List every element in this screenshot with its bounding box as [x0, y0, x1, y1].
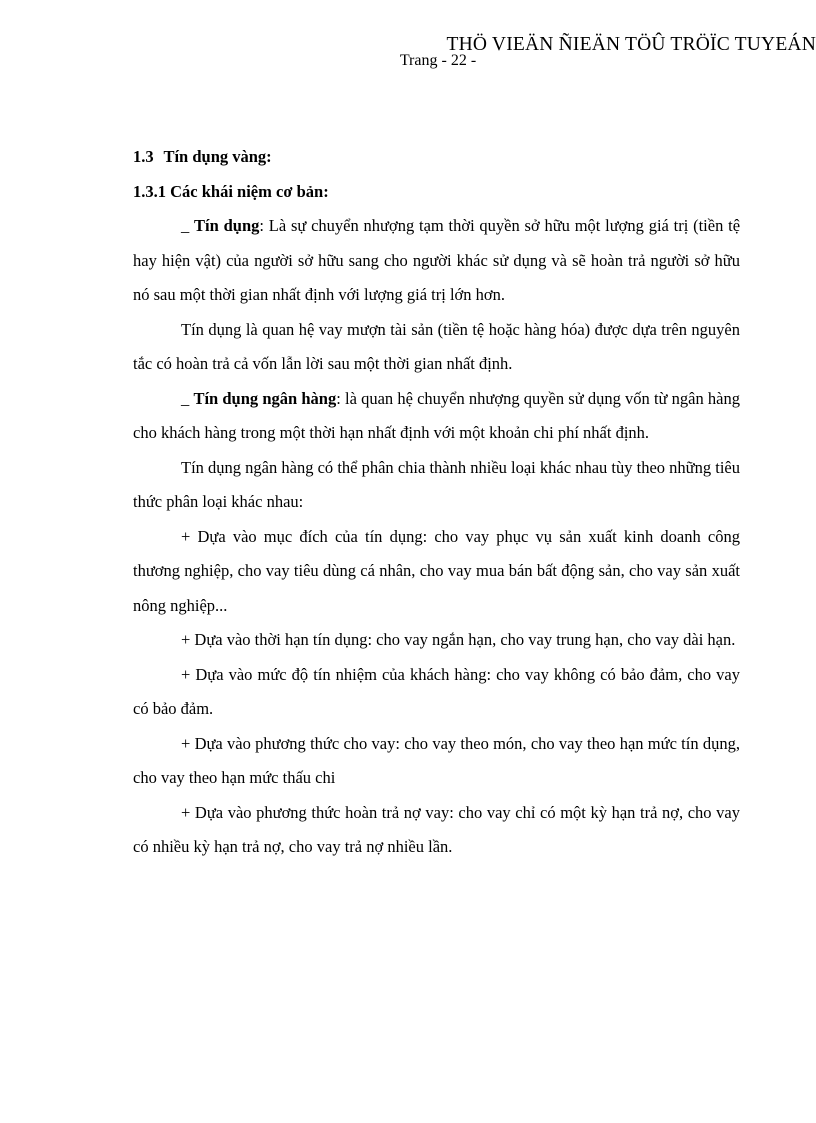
list-item-by-term: + Dựa vào thời hạn tín dụng: cho vay ngắn hạn, cho vay trung hạn, cho vay dài hạn. [181, 630, 736, 649]
subsection-heading: 1.3.1 Các khái niệm cơ bản: [133, 181, 329, 201]
paragraph-credit-definition [133, 209, 740, 313]
dash-prefix: _ [181, 388, 194, 408]
term-bank-credit: Tín dụng ngân hàng [193, 388, 337, 408]
list-item-by-lending-method: + Dựa vào phương thức cho vay: cho vay theo món, cho vay theo hạn mức tín dụng, cho vay theo hạn mức thấu chi [133, 733, 740, 787]
section-heading [133, 140, 740, 175]
page-number: Trang - 22 - [399, 52, 477, 69]
credit-definition-text: : Là sự chuyển nhượng tạm thời quyền sở hữu một lượng giá trị (tiền tệ hay hiện vật) của người sở hữu sang cho người khác sử dụng và sẽ hoàn trả người sở hữu nó sau một thời gian nhất định với lượng giá trị lớn hơn. [133, 216, 741, 304]
paragraph-classification-intro: Tín dụng ngân hàng có thể phân chia thành nhiều loại khác nhau tùy theo những tiêu thức phân loại khác nhau: [133, 457, 740, 511]
paragraph-bank-credit-definition [133, 382, 740, 451]
paragraph-credit-relation: Tín dụng là quan hệ vay mượn tài sản (tiền tệ hoặc hàng hóa) được dựa trên nguyên tắc có hoàn trả cả vốn lẫn lời sau một thời gian nhất định. [133, 319, 740, 373]
document-body [133, 140, 740, 865]
section-number: 1.3 [133, 147, 154, 166]
list-item-by-trust: + Dựa vào mức độ tín nhiệm của khách hàng: cho vay không có bảo đảm, cho vay có bảo đảm. [133, 664, 740, 718]
list-item-by-repayment: + Dựa vào phương thức hoàn trả nợ vay: cho vay chỉ có một kỳ hạn trả nợ, cho vay có nhiều kỳ hạn trả nợ, cho vay trả nợ nhiều lần. [133, 802, 740, 856]
list-item-by-purpose: + Dựa vào mục đích của tín dụng: cho vay phục vụ sản xuất kinh doanh công thương nghiệp, cho vay tiêu dùng cá nhân, cho vay mua bán bất động sản, cho vay sản xuất nông nghiệp... [133, 526, 740, 615]
dash-prefix: _ [181, 216, 195, 235]
term-credit: Tín dụng [194, 216, 260, 235]
section-title: Tín dụng vàng: [163, 147, 272, 166]
library-header-title: THÖ VIEÄN ÑIEÄN TÖÛ TRÖÏC TUYEÁN [446, 34, 816, 55]
bank-credit-definition-text: : là quan hệ chuyển nhượng quyền sử dụng vốn từ ngân hàng cho khách hàng trong một thời hạn nhất định với một khoản chi phí nhất định. [133, 388, 740, 442]
